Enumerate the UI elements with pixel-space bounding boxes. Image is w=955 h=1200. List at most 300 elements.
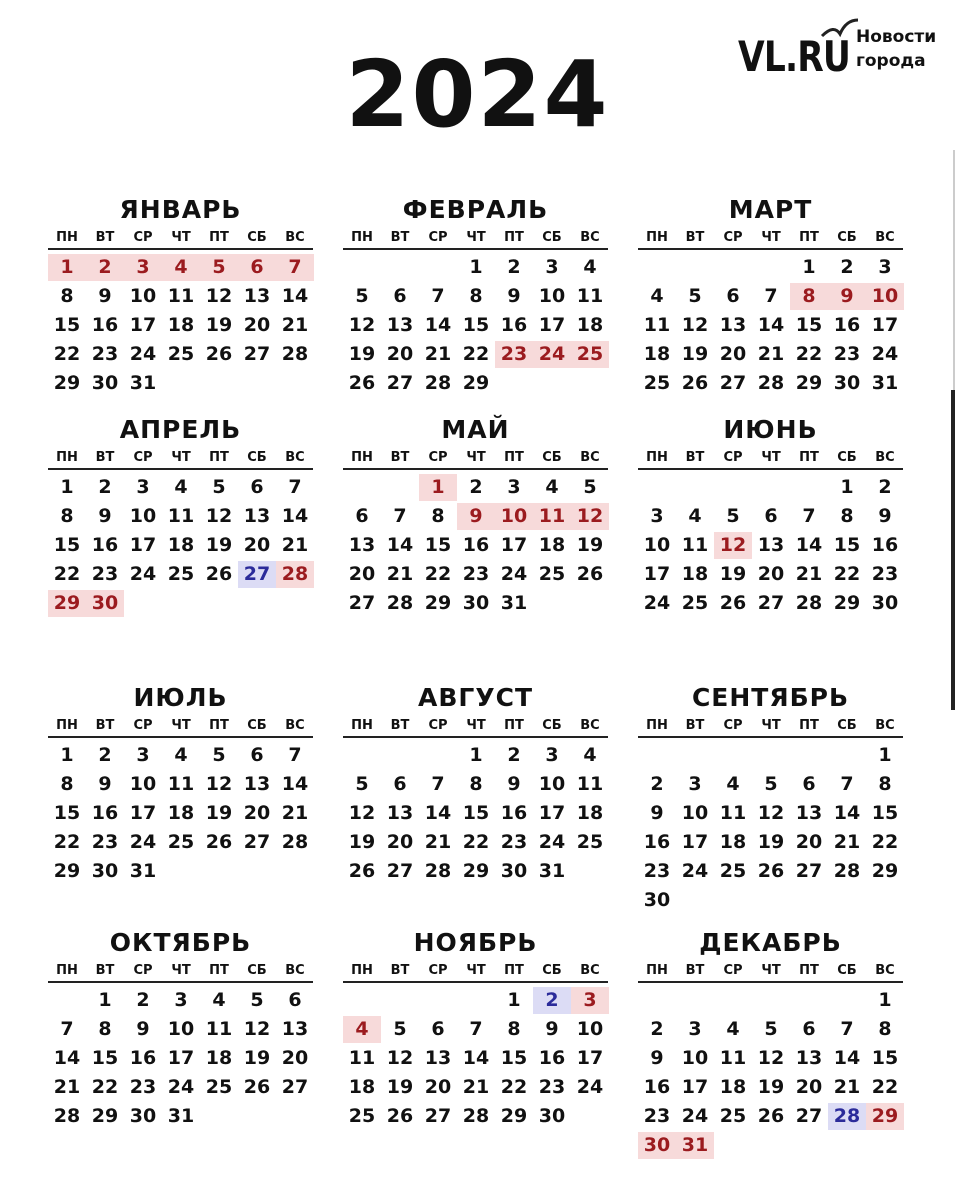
day-cell[interactable]: 1 (878, 989, 892, 1011)
day-cell[interactable]: 30 (833, 372, 861, 394)
day-cell[interactable]: 18 (681, 563, 709, 585)
day-cell[interactable]: 17 (871, 314, 899, 336)
day-cell[interactable]: 4 (174, 476, 188, 498)
day-cell[interactable]: 25 (576, 831, 604, 853)
day-cell[interactable]: 5 (764, 1018, 778, 1040)
day-cell[interactable]: 11 (576, 285, 604, 307)
day-cell[interactable]: 5 (212, 476, 226, 498)
day-cell[interactable]: 31 (129, 372, 157, 394)
day-cell[interactable]: 11 (167, 773, 195, 795)
day-cell[interactable]: 15 (53, 314, 81, 336)
day-cell[interactable]: 19 (719, 563, 747, 585)
day-cell[interactable]: 31 (500, 592, 528, 614)
day-cell[interactable]: 28 (276, 561, 314, 588)
day-cell[interactable]: 11 (719, 802, 747, 824)
day-cell[interactable]: 25 (167, 343, 195, 365)
day-cell[interactable]: 8 (469, 285, 483, 307)
day-cell[interactable]: 24 (871, 343, 899, 365)
day-cell[interactable]: 16 (871, 534, 899, 556)
day-cell[interactable]: 27 (719, 372, 747, 394)
day-cell[interactable]: 2 (507, 744, 521, 766)
day-cell[interactable]: 4 (212, 989, 226, 1011)
day-cell[interactable]: 23 (643, 860, 671, 882)
day-cell[interactable]: 6 (393, 773, 407, 795)
day-cell[interactable]: 20 (348, 563, 376, 585)
day-cell[interactable]: 28 (833, 860, 861, 882)
day-cell[interactable]: 5 (212, 744, 226, 766)
day-cell[interactable]: 23 (871, 563, 899, 585)
day-cell[interactable]: 31 (167, 1105, 195, 1127)
day-cell[interactable]: 10 (681, 802, 709, 824)
day-cell[interactable]: 30 (538, 1105, 566, 1127)
day-cell[interactable]: 23 (129, 1076, 157, 1098)
day-cell[interactable]: 15 (424, 534, 452, 556)
day-cell[interactable]: 1 (840, 476, 854, 498)
day-cell[interactable]: 10 (129, 773, 157, 795)
day-cell[interactable]: 16 (462, 534, 490, 556)
day-cell[interactable]: 14 (424, 802, 452, 824)
day-cell[interactable]: 22 (53, 831, 81, 853)
day-cell[interactable]: 30 (129, 1105, 157, 1127)
day-cell[interactable]: 20 (386, 343, 414, 365)
day-cell[interactable]: 5 (583, 476, 597, 498)
day-cell[interactable]: 10 (129, 285, 157, 307)
day-cell[interactable]: 20 (757, 563, 785, 585)
day-cell[interactable]: 28 (53, 1105, 81, 1127)
day-cell[interactable]: 19 (757, 831, 785, 853)
day-cell[interactable]: 18 (205, 1047, 233, 1069)
day-cell[interactable]: 30 (871, 592, 899, 614)
day-cell[interactable]: 13 (424, 1047, 452, 1069)
day-cell[interactable]: 23 (643, 1105, 671, 1127)
day-cell[interactable]: 24 (129, 831, 157, 853)
day-cell[interactable]: 18 (576, 802, 604, 824)
day-cell[interactable]: 17 (538, 802, 566, 824)
day-cell[interactable]: 30 (91, 860, 119, 882)
day-cell[interactable]: 2 (86, 254, 124, 281)
day-cell[interactable]: 26 (348, 372, 376, 394)
day-cell[interactable]: 27 (238, 561, 276, 588)
day-cell[interactable]: 13 (757, 534, 785, 556)
day-cell[interactable]: 2 (469, 476, 483, 498)
day-cell[interactable]: 16 (833, 314, 861, 336)
day-cell[interactable]: 31 (676, 1132, 714, 1159)
day-cell[interactable]: 7 (840, 1018, 854, 1040)
day-cell[interactable]: 24 (681, 1105, 709, 1127)
day-cell[interactable]: 27 (243, 831, 271, 853)
day-cell[interactable]: 16 (643, 831, 671, 853)
day-cell[interactable]: 2 (98, 476, 112, 498)
day-cell[interactable]: 24 (500, 563, 528, 585)
day-cell[interactable]: 22 (53, 563, 81, 585)
day-cell[interactable]: 8 (840, 505, 854, 527)
day-cell[interactable]: 30 (91, 372, 119, 394)
day-cell[interactable]: 21 (53, 1076, 81, 1098)
edge-scrollbar[interactable] (951, 390, 955, 710)
day-cell[interactable]: 10 (681, 1047, 709, 1069)
day-cell[interactable]: 6 (288, 989, 302, 1011)
day-cell[interactable]: 27 (795, 1105, 823, 1127)
day-cell[interactable]: 11 (719, 1047, 747, 1069)
day-cell[interactable]: 21 (386, 563, 414, 585)
day-cell[interactable]: 2 (650, 773, 664, 795)
day-cell[interactable]: 24 (533, 341, 571, 368)
day-cell[interactable]: 15 (500, 1047, 528, 1069)
day-cell[interactable]: 11 (167, 505, 195, 527)
day-cell[interactable]: 6 (250, 476, 264, 498)
day-cell[interactable]: 29 (424, 592, 452, 614)
day-cell[interactable]: 7 (276, 254, 314, 281)
day-cell[interactable]: 17 (129, 802, 157, 824)
day-cell[interactable]: 28 (757, 372, 785, 394)
day-cell[interactable]: 25 (205, 1076, 233, 1098)
day-cell[interactable]: 20 (281, 1047, 309, 1069)
day-cell[interactable]: 7 (431, 773, 445, 795)
day-cell[interactable]: 20 (424, 1076, 452, 1098)
day-cell[interactable]: 9 (98, 505, 112, 527)
day-cell[interactable]: 4 (726, 1018, 740, 1040)
day-cell[interactable]: 1 (802, 256, 816, 278)
day-cell[interactable]: 14 (833, 802, 861, 824)
day-cell[interactable]: 12 (205, 505, 233, 527)
day-cell[interactable]: 22 (91, 1076, 119, 1098)
day-cell[interactable]: 20 (243, 802, 271, 824)
day-cell[interactable]: 19 (386, 1076, 414, 1098)
day-cell[interactable]: 29 (462, 372, 490, 394)
day-cell[interactable]: 19 (348, 343, 376, 365)
day-cell[interactable]: 26 (757, 860, 785, 882)
day-cell[interactable]: 6 (431, 1018, 445, 1040)
day-cell[interactable]: 7 (469, 1018, 483, 1040)
day-cell[interactable]: 26 (243, 1076, 271, 1098)
day-cell[interactable]: 31 (129, 860, 157, 882)
day-cell[interactable]: 17 (538, 314, 566, 336)
day-cell[interactable]: 26 (576, 563, 604, 585)
day-cell[interactable]: 4 (162, 254, 200, 281)
day-cell[interactable]: 1 (60, 744, 74, 766)
day-cell[interactable]: 25 (571, 341, 609, 368)
day-cell[interactable]: 22 (500, 1076, 528, 1098)
day-cell[interactable]: 4 (688, 505, 702, 527)
day-cell[interactable]: 18 (538, 534, 566, 556)
day-cell[interactable]: 2 (650, 1018, 664, 1040)
day-cell[interactable]: 29 (795, 372, 823, 394)
day-cell[interactable]: 11 (205, 1018, 233, 1040)
day-cell[interactable]: 15 (462, 314, 490, 336)
day-cell[interactable]: 13 (386, 314, 414, 336)
day-cell[interactable]: 1 (48, 254, 86, 281)
day-cell[interactable]: 26 (205, 563, 233, 585)
day-cell[interactable]: 19 (681, 343, 709, 365)
day-cell[interactable]: 9 (878, 505, 892, 527)
day-cell[interactable]: 2 (840, 256, 854, 278)
day-cell[interactable]: 6 (355, 505, 369, 527)
day-cell[interactable]: 8 (60, 505, 74, 527)
day-cell[interactable]: 21 (281, 534, 309, 556)
day-cell[interactable]: 12 (386, 1047, 414, 1069)
day-cell[interactable]: 27 (386, 860, 414, 882)
day-cell[interactable]: 5 (355, 773, 369, 795)
day-cell[interactable]: 29 (500, 1105, 528, 1127)
day-cell[interactable]: 29 (53, 860, 81, 882)
day-cell[interactable]: 19 (205, 802, 233, 824)
day-cell[interactable]: 20 (719, 343, 747, 365)
day-cell[interactable]: 15 (53, 802, 81, 824)
day-cell[interactable]: 4 (545, 476, 559, 498)
day-cell[interactable]: 18 (643, 343, 671, 365)
day-cell[interactable]: 19 (757, 1076, 785, 1098)
day-cell[interactable]: 8 (469, 773, 483, 795)
day-cell[interactable]: 5 (393, 1018, 407, 1040)
day-cell[interactable]: 22 (833, 563, 861, 585)
day-cell[interactable]: 29 (53, 372, 81, 394)
day-cell[interactable]: 18 (167, 534, 195, 556)
day-cell[interactable]: 1 (878, 744, 892, 766)
day-cell[interactable]: 1 (60, 476, 74, 498)
day-cell[interactable]: 24 (643, 592, 671, 614)
day-cell[interactable]: 28 (281, 831, 309, 853)
day-cell[interactable]: 14 (53, 1047, 81, 1069)
day-cell[interactable]: 18 (576, 314, 604, 336)
day-cell[interactable]: 14 (281, 505, 309, 527)
day-cell[interactable]: 19 (576, 534, 604, 556)
day-cell[interactable]: 6 (250, 744, 264, 766)
day-cell[interactable]: 16 (91, 802, 119, 824)
day-cell[interactable]: 9 (545, 1018, 559, 1040)
day-cell[interactable]: 3 (878, 256, 892, 278)
day-cell[interactable]: 20 (386, 831, 414, 853)
day-cell[interactable]: 1 (98, 989, 112, 1011)
day-cell[interactable]: 11 (576, 773, 604, 795)
day-cell[interactable]: 8 (60, 285, 74, 307)
day-cell[interactable]: 7 (288, 476, 302, 498)
day-cell[interactable]: 24 (538, 831, 566, 853)
day-cell[interactable]: 16 (500, 802, 528, 824)
day-cell[interactable]: 26 (681, 372, 709, 394)
day-cell[interactable]: 26 (205, 831, 233, 853)
day-cell[interactable]: 1 (469, 744, 483, 766)
day-cell[interactable]: 25 (719, 860, 747, 882)
day-cell[interactable]: 10 (866, 283, 904, 310)
day-cell[interactable]: 17 (167, 1047, 195, 1069)
day-cell[interactable]: 17 (576, 1047, 604, 1069)
day-cell[interactable]: 29 (91, 1105, 119, 1127)
day-cell[interactable]: 16 (643, 1076, 671, 1098)
day-cell[interactable]: 13 (719, 314, 747, 336)
day-cell[interactable]: 31 (871, 372, 899, 394)
day-cell[interactable]: 29 (833, 592, 861, 614)
day-cell[interactable]: 13 (795, 1047, 823, 1069)
day-cell[interactable]: 22 (871, 1076, 899, 1098)
day-cell[interactable]: 12 (757, 1047, 785, 1069)
day-cell[interactable]: 28 (828, 1103, 866, 1130)
day-cell[interactable]: 9 (98, 773, 112, 795)
day-cell[interactable]: 27 (424, 1105, 452, 1127)
day-cell[interactable]: 2 (98, 744, 112, 766)
day-cell[interactable]: 3 (136, 744, 150, 766)
day-cell[interactable]: 22 (462, 343, 490, 365)
day-cell[interactable]: 14 (833, 1047, 861, 1069)
day-cell[interactable]: 7 (764, 285, 778, 307)
day-cell[interactable]: 20 (243, 534, 271, 556)
day-cell[interactable]: 21 (833, 831, 861, 853)
day-cell[interactable]: 22 (871, 831, 899, 853)
day-cell[interactable]: 23 (500, 831, 528, 853)
day-cell[interactable]: 21 (462, 1076, 490, 1098)
day-cell[interactable]: 26 (757, 1105, 785, 1127)
day-cell[interactable]: 9 (98, 285, 112, 307)
day-cell[interactable]: 30 (500, 860, 528, 882)
day-cell[interactable]: 7 (288, 744, 302, 766)
day-cell[interactable]: 19 (348, 831, 376, 853)
brand-logo[interactable] (738, 18, 953, 88)
day-cell[interactable]: 10 (495, 503, 533, 530)
day-cell[interactable]: 3 (688, 1018, 702, 1040)
day-cell[interactable]: 20 (243, 314, 271, 336)
day-cell[interactable]: 5 (355, 285, 369, 307)
day-cell[interactable]: 11 (348, 1047, 376, 1069)
day-cell[interactable]: 12 (243, 1018, 271, 1040)
day-cell[interactable]: 9 (507, 285, 521, 307)
day-cell[interactable]: 17 (500, 534, 528, 556)
day-cell[interactable]: 10 (643, 534, 671, 556)
day-cell[interactable]: 12 (681, 314, 709, 336)
day-cell[interactable]: 2 (507, 256, 521, 278)
day-cell[interactable]: 3 (571, 987, 609, 1014)
day-cell[interactable]: 22 (795, 343, 823, 365)
day-cell[interactable]: 12 (205, 773, 233, 795)
day-cell[interactable]: 25 (167, 563, 195, 585)
day-cell[interactable]: 16 (129, 1047, 157, 1069)
day-cell[interactable]: 12 (571, 503, 609, 530)
day-cell[interactable]: 7 (840, 773, 854, 795)
day-cell[interactable]: 9 (457, 503, 495, 530)
day-cell[interactable]: 14 (281, 285, 309, 307)
day-cell[interactable]: 20 (795, 831, 823, 853)
day-cell[interactable]: 27 (348, 592, 376, 614)
day-cell[interactable]: 6 (393, 285, 407, 307)
day-cell[interactable]: 9 (828, 283, 866, 310)
day-cell[interactable]: 27 (757, 592, 785, 614)
day-cell[interactable]: 10 (576, 1018, 604, 1040)
day-cell[interactable]: 12 (757, 802, 785, 824)
day-cell[interactable]: 13 (795, 802, 823, 824)
day-cell[interactable]: 30 (462, 592, 490, 614)
day-cell[interactable]: 18 (719, 831, 747, 853)
day-cell[interactable]: 24 (576, 1076, 604, 1098)
day-cell[interactable]: 15 (795, 314, 823, 336)
day-cell[interactable]: 19 (205, 534, 233, 556)
day-cell[interactable]: 1 (469, 256, 483, 278)
day-cell[interactable]: 8 (60, 773, 74, 795)
day-cell[interactable]: 27 (795, 860, 823, 882)
day-cell[interactable]: 29 (462, 860, 490, 882)
day-cell[interactable]: 14 (757, 314, 785, 336)
day-cell[interactable]: 13 (243, 505, 271, 527)
day-cell[interactable]: 16 (91, 314, 119, 336)
day-cell[interactable]: 21 (795, 563, 823, 585)
day-cell[interactable]: 10 (538, 285, 566, 307)
day-cell[interactable]: 6 (764, 505, 778, 527)
day-cell[interactable]: 4 (726, 773, 740, 795)
day-cell[interactable]: 16 (91, 534, 119, 556)
day-cell[interactable]: 9 (507, 773, 521, 795)
day-cell[interactable]: 27 (281, 1076, 309, 1098)
day-cell[interactable]: 2 (878, 476, 892, 498)
day-cell[interactable]: 6 (802, 1018, 816, 1040)
day-cell[interactable]: 21 (281, 314, 309, 336)
day-cell[interactable]: 7 (393, 505, 407, 527)
day-cell[interactable]: 13 (243, 285, 271, 307)
day-cell[interactable]: 30 (638, 1132, 676, 1159)
day-cell[interactable]: 21 (424, 343, 452, 365)
day-cell[interactable]: 9 (136, 1018, 150, 1040)
day-cell[interactable]: 10 (167, 1018, 195, 1040)
day-cell[interactable]: 22 (424, 563, 452, 585)
day-cell[interactable]: 2 (136, 989, 150, 1011)
day-cell[interactable]: 31 (538, 860, 566, 882)
day-cell[interactable]: 17 (681, 1076, 709, 1098)
day-cell[interactable]: 5 (250, 989, 264, 1011)
day-cell[interactable]: 13 (281, 1018, 309, 1040)
day-cell[interactable]: 25 (538, 563, 566, 585)
day-cell[interactable]: 28 (424, 372, 452, 394)
day-cell[interactable]: 7 (431, 285, 445, 307)
day-cell[interactable]: 21 (833, 1076, 861, 1098)
day-cell[interactable]: 9 (650, 1047, 664, 1069)
day-cell[interactable]: 28 (386, 592, 414, 614)
day-cell[interactable]: 25 (719, 1105, 747, 1127)
day-cell[interactable]: 26 (719, 592, 747, 614)
day-cell[interactable]: 26 (205, 343, 233, 365)
day-cell[interactable]: 15 (833, 534, 861, 556)
day-cell[interactable]: 23 (538, 1076, 566, 1098)
day-cell[interactable]: 17 (129, 314, 157, 336)
day-cell[interactable]: 11 (643, 314, 671, 336)
day-cell[interactable]: 25 (348, 1105, 376, 1127)
day-cell[interactable]: 14 (424, 314, 452, 336)
day-cell[interactable]: 19 (205, 314, 233, 336)
day-cell[interactable]: 5 (688, 285, 702, 307)
day-cell[interactable]: 2 (533, 987, 571, 1014)
day-cell[interactable]: 21 (424, 831, 452, 853)
day-cell[interactable]: 3 (545, 256, 559, 278)
day-cell[interactable]: 29 (866, 1103, 904, 1130)
day-cell[interactable]: 13 (243, 773, 271, 795)
day-cell[interactable]: 15 (871, 802, 899, 824)
day-cell[interactable]: 17 (681, 831, 709, 853)
day-cell[interactable]: 27 (243, 343, 271, 365)
day-cell[interactable]: 24 (129, 563, 157, 585)
day-cell[interactable]: 12 (205, 285, 233, 307)
day-cell[interactable]: 12 (348, 802, 376, 824)
day-cell[interactable]: 25 (681, 592, 709, 614)
day-cell[interactable]: 5 (200, 254, 238, 281)
day-cell[interactable]: 28 (462, 1105, 490, 1127)
day-cell[interactable]: 14 (795, 534, 823, 556)
day-cell[interactable]: 4 (583, 256, 597, 278)
day-cell[interactable]: 24 (129, 343, 157, 365)
day-cell[interactable]: 17 (129, 534, 157, 556)
day-cell[interactable]: 6 (238, 254, 276, 281)
day-cell[interactable]: 8 (790, 283, 828, 310)
day-cell[interactable]: 11 (681, 534, 709, 556)
day-cell[interactable]: 4 (343, 1016, 381, 1043)
day-cell[interactable]: 16 (538, 1047, 566, 1069)
day-cell[interactable]: 6 (802, 773, 816, 795)
day-cell[interactable]: 23 (462, 563, 490, 585)
day-cell[interactable]: 16 (500, 314, 528, 336)
